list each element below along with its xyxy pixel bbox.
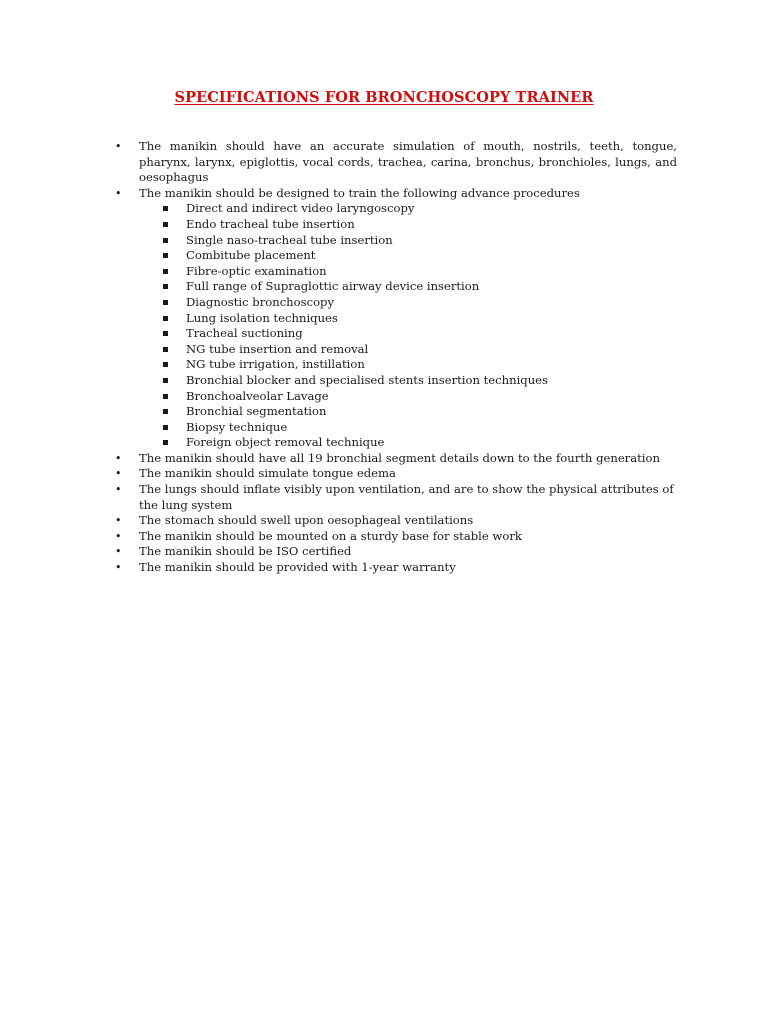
sublist-item-text: Full range of Supraglottic airway device insertion [186, 279, 480, 294]
sublist-item [139, 217, 677, 233]
sublist-item-text: Endo tracheal tube insertion [186, 216, 355, 231]
sublist-item-text: Combitube placement [186, 248, 316, 263]
list-item-text: The manikin should be mounted on a sturdy base for stable work [139, 528, 522, 543]
sublist-item [139, 342, 677, 358]
square-bullet-icon [163, 347, 168, 352]
sublist-item [139, 326, 677, 342]
square-bullet-icon [163, 409, 168, 414]
procedure-sublist [139, 201, 677, 451]
square-bullet-icon [163, 362, 168, 367]
sublist-item [139, 264, 677, 280]
square-bullet-icon [163, 440, 168, 445]
sublist-item-text: Direct and indirect video laryngoscopy [186, 201, 415, 216]
bullet-icon: • [115, 140, 122, 153]
square-bullet-icon [163, 316, 168, 321]
list-item [113, 451, 677, 467]
square-bullet-icon [163, 425, 168, 430]
bullet-icon: • [115, 451, 122, 465]
sublist-item [139, 404, 677, 420]
sublist-item-text: Bronchial segmentation [186, 404, 327, 419]
bullet-icon: • [115, 483, 122, 497]
list-item-text: The manikin should be designed to train the following advance procedures [139, 185, 580, 200]
sublist-item [139, 311, 677, 327]
list-item-text: The manikin should be ISO certified [139, 544, 352, 559]
sublist-item-text: Biopsy technique [186, 419, 288, 434]
sublist-item [139, 248, 677, 264]
list-item-text: The lungs should inflate visibly upon ventilation, and are to show the physical attributes of the lung system [139, 482, 674, 512]
list-item-text: The manikin should simulate tongue edema [139, 466, 396, 481]
sublist-item-text: NG tube insertion and removal [186, 341, 369, 356]
square-bullet-icon [163, 206, 168, 211]
square-bullet-icon [163, 238, 168, 243]
sublist-item [139, 279, 677, 295]
square-bullet-icon [163, 378, 168, 383]
bullet-icon: • [115, 529, 122, 543]
sublist-item [139, 373, 677, 389]
bullet-icon: • [115, 467, 122, 481]
sublist-item-text: Single naso-tracheal tube insertion [186, 232, 393, 247]
list-item [113, 139, 677, 186]
list-item-text: The manikin should have all 19 bronchial segment details down to the fourth generation [139, 450, 660, 465]
square-bullet-icon [163, 331, 168, 336]
sublist-item [139, 389, 677, 405]
sublist-item [139, 420, 677, 436]
specification-list [113, 139, 677, 576]
sublist-item-text: NG tube irrigation, instillation [186, 357, 365, 372]
bullet-icon: • [115, 514, 122, 528]
square-bullet-icon [163, 300, 168, 305]
list-item [113, 466, 677, 482]
list-item [113, 513, 677, 529]
square-bullet-icon [163, 394, 168, 399]
bullet-icon: • [115, 545, 122, 559]
square-bullet-icon [163, 284, 168, 289]
list-item-text: The stomach should swell upon oesophageal ventilations [139, 513, 474, 528]
sublist-item-text: Foreign object removal technique [186, 435, 385, 450]
sublist-item-text: Tracheal suctioning [186, 326, 303, 341]
page-title: SPECIFICATIONS FOR BRONCHOSCOPY TRAINER [174, 89, 594, 106]
square-bullet-icon [163, 222, 168, 227]
sublist-item-text: Lung isolation techniques [186, 310, 338, 325]
sublist-item-text: Fibre-optic examination [186, 263, 327, 278]
list-item-text: The manikin should have an accurate simulation of mouth, nostrils, teeth, tongue, pharynx, larynx, epiglottis, vocal cords, trachea, carina, bronchus, bronchioles, lungs, and oesophagus [139, 139, 677, 185]
list-item [113, 529, 677, 545]
bullet-icon: • [115, 186, 122, 200]
bullet-icon: • [115, 561, 122, 575]
sublist-item [139, 201, 677, 217]
list-item [113, 544, 677, 560]
sublist-item [139, 357, 677, 373]
sublist-item [139, 435, 677, 451]
sublist-item [139, 233, 677, 249]
sublist-item-text: Diagnostic bronchoscopy [186, 294, 335, 309]
sublist-item [139, 295, 677, 311]
list-item [113, 482, 677, 513]
list-item-text: The manikin should be provided with 1-year warranty [139, 560, 456, 575]
sublist-item-text: Bronchoalveolar Lavage [186, 388, 329, 403]
square-bullet-icon [163, 253, 168, 258]
list-item [113, 186, 677, 451]
sublist-item-text: Bronchial blocker and specialised stents insertion techniques [186, 372, 548, 387]
list-item [113, 560, 677, 576]
square-bullet-icon [163, 269, 168, 274]
